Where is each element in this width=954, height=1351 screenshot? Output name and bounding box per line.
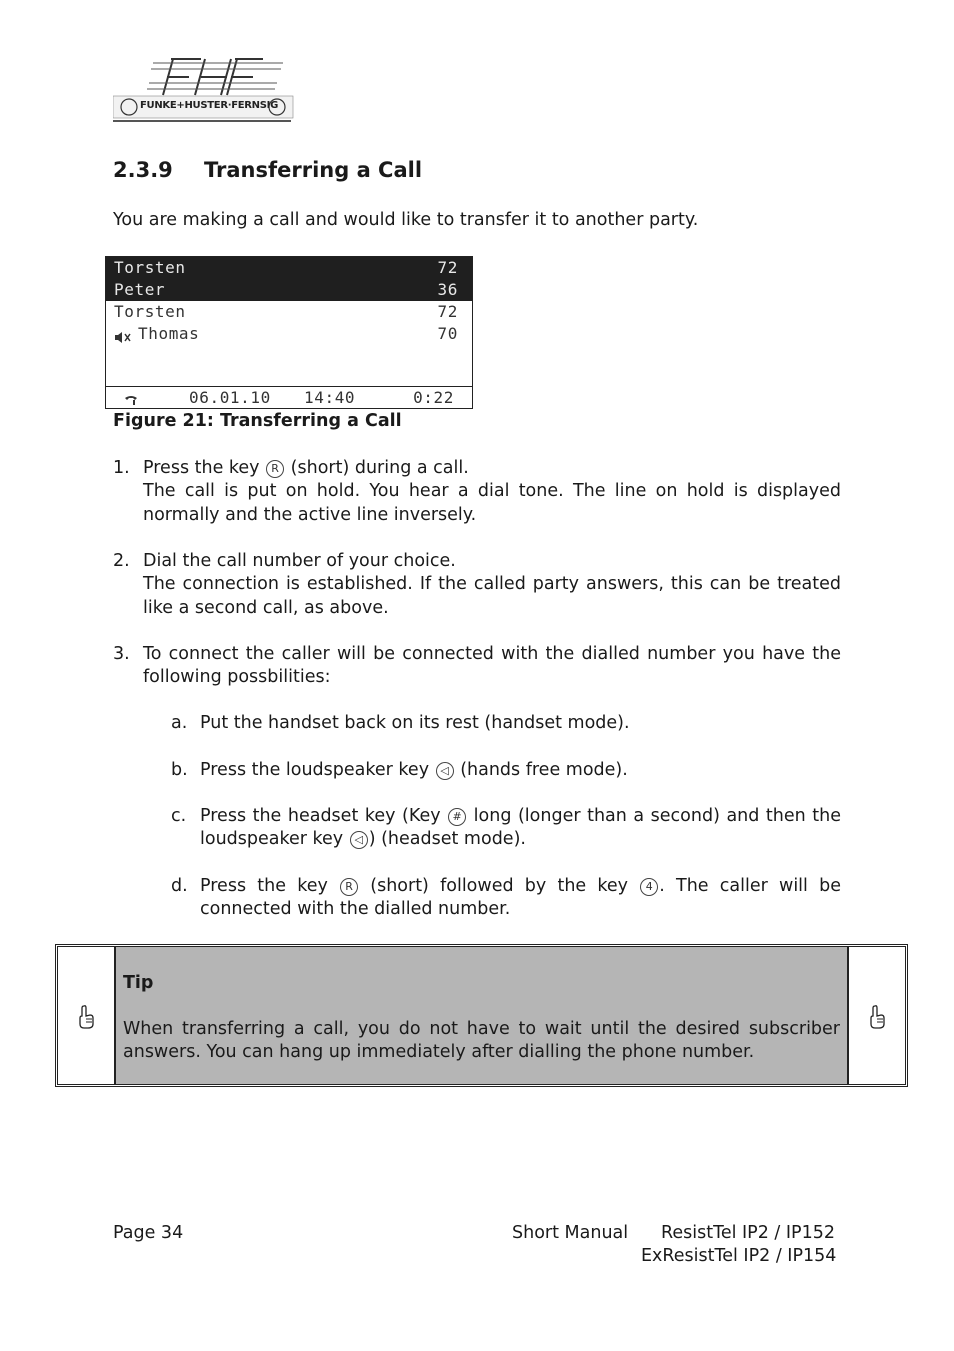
tip-right-cell — [847, 947, 905, 1084]
company-logo — [113, 55, 295, 123]
step-1 — [113, 457, 841, 527]
substep-c — [171, 805, 841, 852]
step-text: To connect the caller will be connected with the dialled number you have the following possbilities: — [143, 644, 841, 688]
display-row-held — [106, 279, 472, 301]
pointing-hand-icon — [867, 1005, 887, 1029]
step-detail: The connection is established. If the called party answers, this can be treated like a second call, as above. — [143, 574, 841, 618]
hash-key-icon: # — [448, 808, 466, 826]
tip-content — [116, 947, 847, 1084]
tip-box — [55, 944, 908, 1087]
handset-icon — [124, 391, 138, 413]
substep-marker: a. — [171, 713, 188, 733]
display-row-number: 72 — [437, 258, 458, 277]
display-row-name: Peter — [114, 280, 166, 299]
step-3 — [113, 643, 841, 690]
intro-paragraph: You are making a call and would like to transfer it to another party. — [113, 210, 699, 230]
pointing-hand-icon — [76, 1005, 96, 1029]
r-key-icon: R — [340, 878, 358, 896]
substep-text: Press the headset key (Key — [200, 806, 448, 826]
display-row-name: Torsten — [114, 258, 186, 277]
step-2 — [113, 550, 841, 620]
substep-text: Press the loudspeaker key — [200, 760, 435, 780]
footer-model-line-2: ExResistTel IP2 / IP154 — [641, 1246, 837, 1266]
four-key-icon: 4 — [640, 878, 658, 896]
display-row-number: 70 — [437, 324, 458, 343]
substep-a — [171, 712, 841, 735]
display-status-bar — [106, 386, 472, 408]
step-marker: 2. — [113, 551, 130, 571]
section-title: Transferring a Call — [204, 158, 423, 182]
display-row-name: Torsten — [114, 302, 186, 321]
display-row — [106, 301, 472, 323]
substep-text: (short) followed by the key — [359, 876, 640, 896]
call-duration: 0:22 — [413, 388, 454, 407]
substep-marker: c. — [171, 806, 187, 826]
footer-model-line-1: ResistTel IP2 / IP152 — [661, 1223, 835, 1243]
substep-marker: d. — [171, 876, 188, 896]
display-row-held — [106, 257, 472, 279]
substep-text: . The caller will be connected with the dialled number. — [200, 876, 841, 920]
step-detail: The call is put on hold. You hear a dial tone. The line on hold is displayed normally and the active line inversely. — [143, 481, 841, 525]
substep-text: Put the handset back on its rest (handset mode). — [200, 713, 630, 733]
step-text: (short) during a call. — [285, 458, 469, 478]
substep-text: Press the key — [200, 876, 340, 896]
display-row-number: 72 — [437, 302, 458, 321]
section-number: 2.3.9 — [113, 158, 173, 182]
loudspeaker-key-icon: ◁ — [436, 762, 454, 780]
footer-page-number: Page 34 — [113, 1223, 184, 1243]
tip-title: Tip — [123, 973, 154, 993]
figure-caption: Figure 21: Transferring a Call — [113, 411, 402, 431]
display-time: 14:40 — [304, 388, 356, 407]
step-text: Dial the call number of your choice. — [143, 551, 456, 571]
section-heading — [113, 158, 422, 182]
step-marker: 3. — [113, 644, 130, 664]
step-text: Press the key — [143, 458, 266, 478]
footer-manual-title: Short Manual — [512, 1223, 629, 1243]
display-row-number: 36 — [437, 280, 458, 299]
tip-text: When transferring a call, you do not have to wait until the desired subscriber answers. You can hang up immediately after dialling the phone number. — [123, 1019, 840, 1063]
substep-text: ) (headset mode). — [368, 829, 526, 850]
step-marker: 1. — [113, 458, 130, 478]
substep-b — [171, 759, 841, 782]
display-row-active — [106, 323, 472, 345]
display-row-name: Thomas — [138, 324, 200, 343]
display-date: 06.01.10 — [189, 388, 271, 407]
fhf-logo-graphic — [113, 55, 295, 123]
phone-display — [105, 256, 473, 409]
loudspeaker-key-icon: ◁ — [350, 831, 368, 849]
substep-text: (hands free mode). — [454, 760, 628, 780]
substep-text: long (longer than a second) and then the loudspeaker key — [200, 806, 841, 850]
substep-d — [171, 875, 841, 922]
speaker-muted-icon — [114, 328, 132, 350]
substep-marker: b. — [171, 760, 188, 780]
logo-brand-text: FUNKE+HUSTER·FERNSIG — [140, 100, 278, 111]
r-key-icon: R — [266, 460, 284, 478]
tip-left-cell — [58, 947, 116, 1084]
